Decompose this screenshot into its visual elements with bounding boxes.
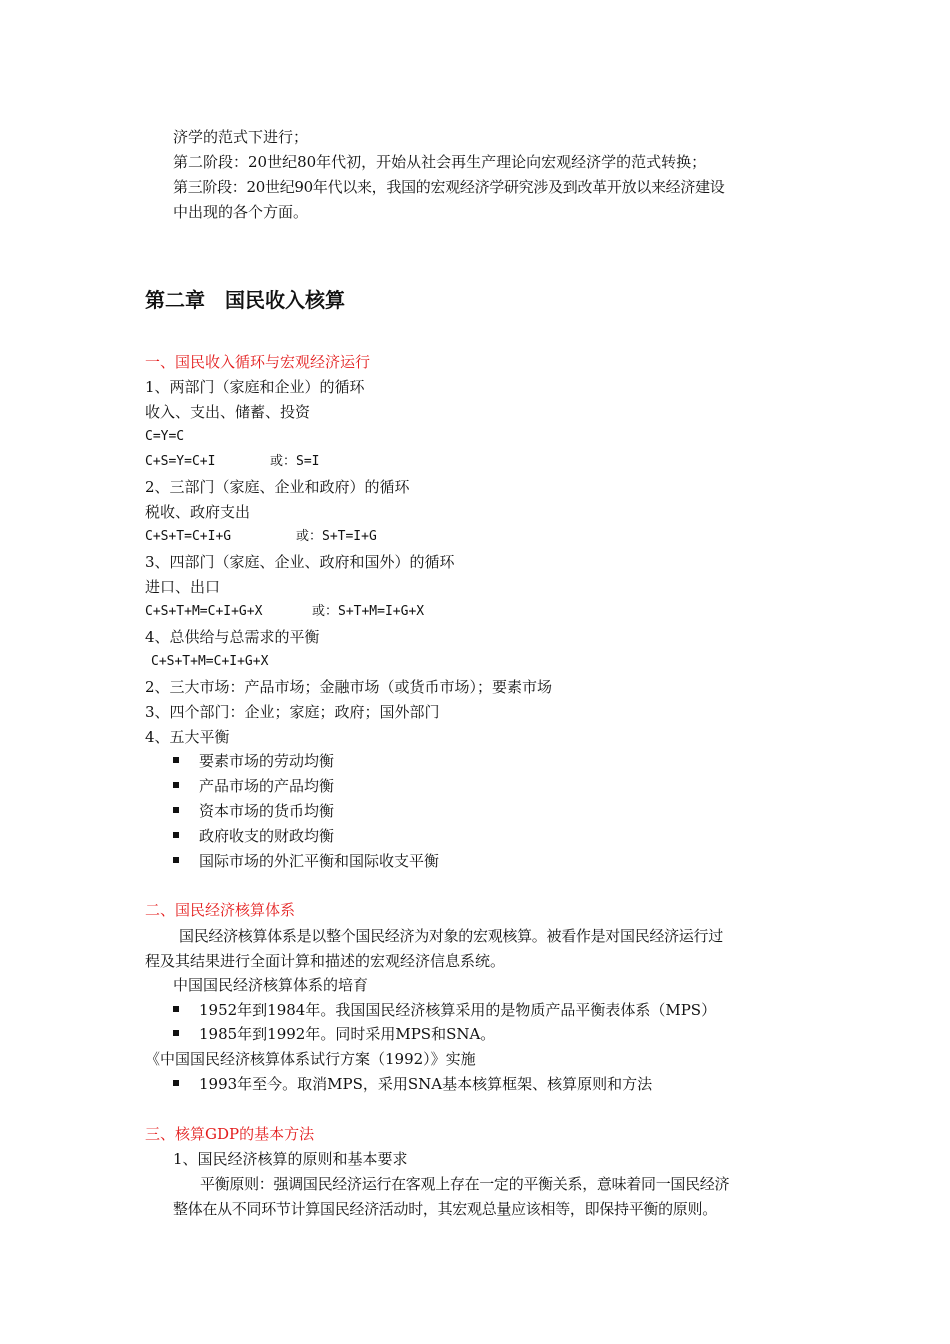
- section-2-title: 二、国民经济核算体系: [145, 901, 296, 919]
- s1-line-15: 4、五大平衡: [145, 728, 230, 746]
- s1-line-9: 进口、出口: [145, 578, 221, 596]
- list-item: 资本市场的货币均衡: [173, 801, 334, 821]
- section-1-title: 一、国民收入循环与宏观经济运行: [145, 353, 371, 371]
- s1-line-8: 3、四部门（家庭、企业、政府和国外）的循环: [145, 553, 455, 571]
- bullet-icon: [173, 1030, 179, 1036]
- s1-line-13: 2、三大市场：产品市场；金融市场（或货币市场）；要素市场: [145, 678, 553, 696]
- section-3-title: 三、核算GDP的基本方法: [145, 1125, 315, 1143]
- s1-line-11: 4、总供给与总需求的平衡: [145, 628, 320, 646]
- s1-formula-2: C+S=Y=C+I: [145, 454, 216, 469]
- s1-line-5: 2、三部门（家庭、企业和政府）的循环: [145, 478, 410, 496]
- intro-line-3: 第三阶段：20世纪90年代以来，我国的宏观经济学研究涉及到改革开放以来经济建设: [173, 178, 725, 196]
- list-item: 1985年到1992年。同时采用MPS和SNA。: [173, 1024, 495, 1044]
- s1-line-1: 1、两部门（家庭和企业）的循环: [145, 378, 365, 396]
- s1-formula-4: C+S+T+M=C+I+G+X: [145, 604, 263, 619]
- list-item: 政府收支的财政均衡: [173, 826, 334, 846]
- bullet-icon: [173, 1080, 179, 1086]
- s1-line-14: 3、四个部门：企业；家庭；政府；国外部门: [145, 703, 440, 721]
- s2-line-3: 中国国民经济核算体系的培育: [173, 976, 369, 994]
- list-item: 要素市场的劳动均衡: [173, 751, 334, 771]
- s1-formula-2-alt: 或：S=I: [270, 454, 320, 469]
- bullet-icon: [173, 1006, 179, 1012]
- bullet-icon: [173, 807, 179, 813]
- s1-line-6: 税收、政府支出: [145, 503, 251, 521]
- list-item: 1952年到1984年。我国国民经济核算采用的是物质产品平衡表体系（MPS）: [173, 1000, 716, 1020]
- s2-para-line-2: 程及其结果进行全面计算和描述的宏观经济信息系统。: [145, 952, 506, 970]
- s1-line-2: 收入、支出、储蓄、投资: [145, 403, 311, 421]
- intro-line-1: 济学的范式下进行；: [173, 128, 309, 146]
- s1-formula-3: C+S+T=C+I+G: [145, 529, 232, 544]
- list-item: 1993年至今。取消MPS，采用SNA基本核算框架、核算原则和方法: [173, 1074, 652, 1094]
- s1-formula-5: C+S+T+M=C+I+G+X: [151, 654, 269, 669]
- s2-para-line-1: 国民经济核算体系是以整个国民经济为对象的宏观核算。被看作是对国民经济运行过: [179, 927, 723, 945]
- chapter-title: 第二章 国民收入核算: [145, 288, 345, 312]
- list-item: 国际市场的外汇平衡和国际收支平衡: [173, 851, 439, 871]
- bullet-icon: [173, 857, 179, 863]
- s3-para-line-2: 整体在从不同环节计算国民经济活动时，其宏观总量应该相等，即保持平衡的原则。: [173, 1200, 717, 1218]
- s3-para-line-1: 平衡原则：强调国民经济运行在客观上存在一定的平衡关系，意味着同一国民经济: [200, 1175, 730, 1193]
- list-item: 产品市场的产品均衡: [173, 776, 334, 796]
- s2-line-4: 《中国国民经济核算体系试行方案（1992）》实施: [145, 1050, 476, 1068]
- s1-formula-3-alt: 或：S+T=I+G: [296, 529, 377, 544]
- bullet-icon: [173, 757, 179, 763]
- intro-line-4: 中出现的各个方面。: [173, 203, 309, 221]
- bullet-icon: [173, 782, 179, 788]
- intro-line-2: 第二阶段：20世纪80年代初，开始从社会再生产理论向宏观经济学的范式转换；: [173, 153, 707, 171]
- s1-formula-1: C=Y=C: [145, 429, 185, 444]
- s3-line-1: 1、国民经济核算的原则和基本要求: [173, 1150, 408, 1168]
- bullet-icon: [173, 832, 179, 838]
- s1-formula-4-alt: 或：S+T+M=I+G+X: [312, 604, 425, 619]
